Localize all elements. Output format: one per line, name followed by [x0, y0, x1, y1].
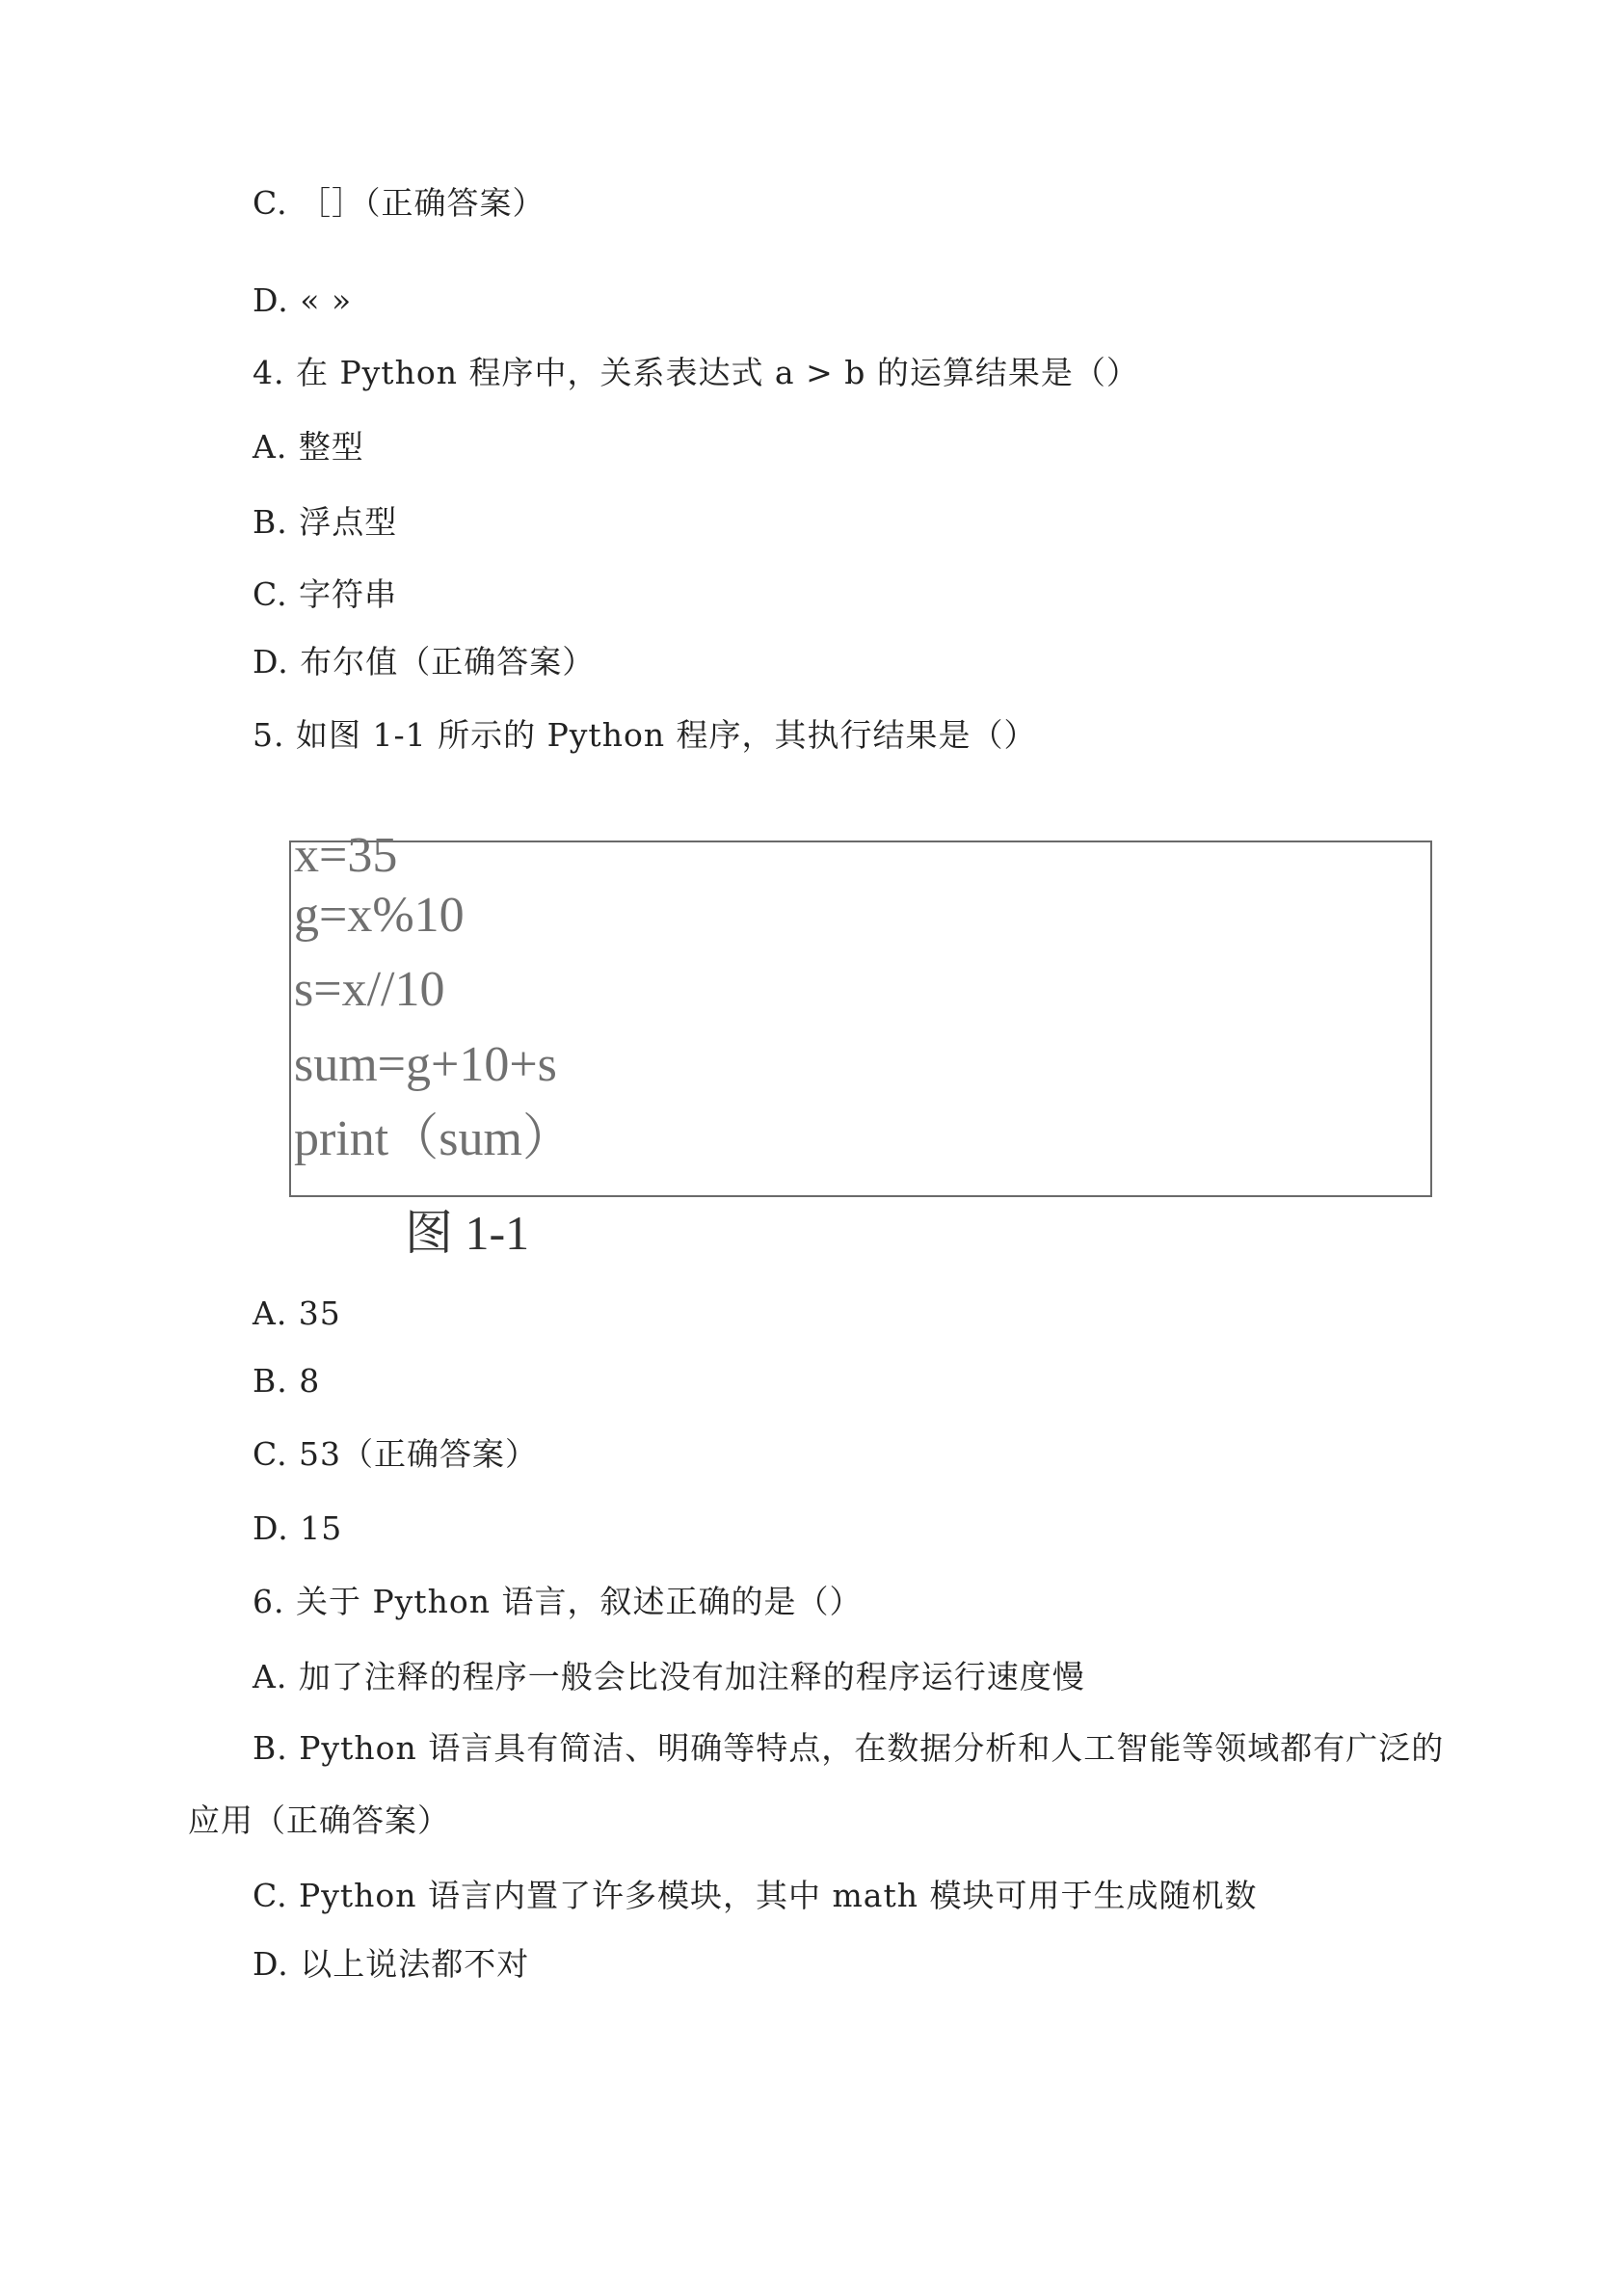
q3-option-d: D. « »: [253, 281, 353, 319]
q6-option-d: D. 以上说法都不对: [253, 1945, 530, 1983]
q4-option-a: A. 整型: [253, 428, 364, 466]
code-line: x=35: [294, 828, 398, 883]
q4-option-b: B. 浮点型: [253, 503, 398, 541]
q4-option-d: D. 布尔值（正确答案）: [253, 643, 596, 680]
q6-option-a: A. 加了注释的程序一般会比没有加注释的程序运行速度慢: [253, 1658, 1085, 1695]
code-figure-box: [289, 828, 1432, 1197]
q6-question-text: 6. 关于 Python 语言，叙述正确的是（）: [253, 1583, 863, 1620]
q4-option-c: C. 字符串: [253, 575, 398, 613]
q5-option-a: A. 35: [253, 1294, 341, 1332]
code-line: s=x//10: [294, 962, 445, 1017]
q5-option-d: D. 15: [253, 1509, 343, 1547]
q5-option-c: C. 53（正确答案）: [253, 1435, 539, 1473]
q6-option-c: C. Python 语言内置了许多模块，其中 math 模块可用于生成随机数: [253, 1877, 1258, 1914]
q5-question-text: 5. 如图 1-1 所示的 Python 程序，其执行结果是（）: [253, 716, 1037, 754]
code-line: sum=g+10+s: [294, 1037, 557, 1092]
q4-question-text: 4. 在 Python 程序中，关系表达式 a > b 的运算结果是（）: [253, 354, 1139, 391]
q6-option-b-continued: 应用（正确答案）: [188, 1801, 450, 1839]
code-line: g=x%10: [294, 888, 465, 943]
q5-option-b: B. 8: [253, 1362, 321, 1400]
q6-option-b: B. Python 语言具有简洁、明确等特点，在数据分析和人工智能等领域都有广泛的: [253, 1729, 1445, 1767]
code-line: print（sum）: [294, 1111, 572, 1166]
q3-option-c: C. ［］（正确答案）: [253, 184, 546, 222]
figure-caption: 图 1-1: [405, 1206, 530, 1260]
